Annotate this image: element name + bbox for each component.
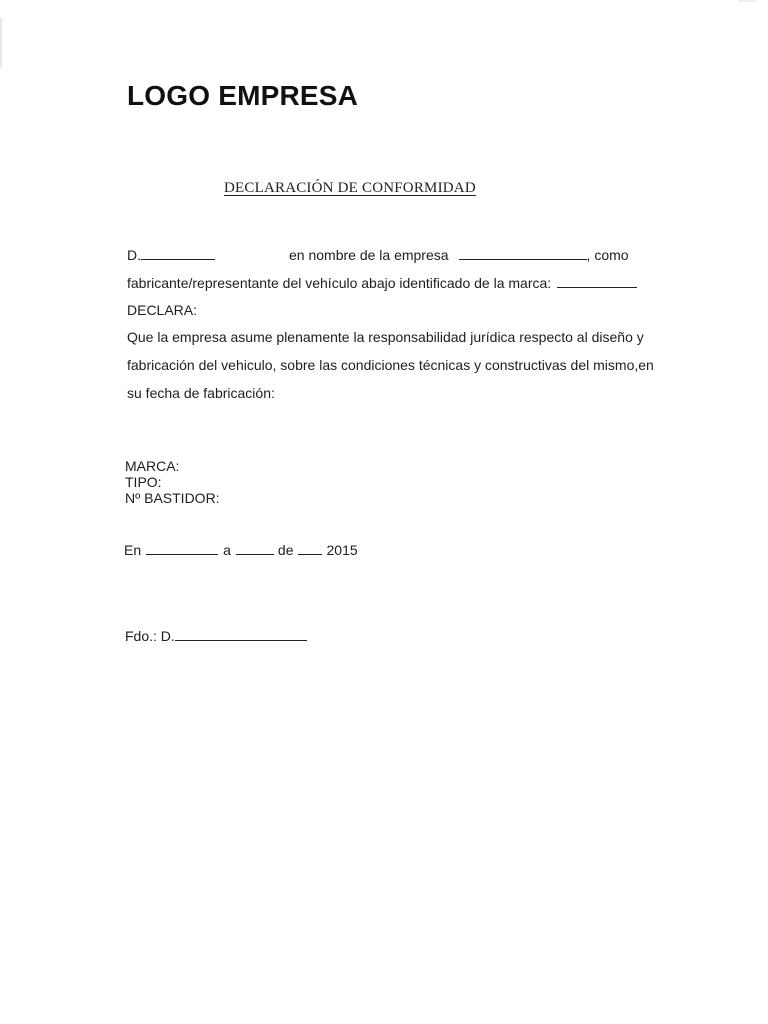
scan-corner-mark (738, 0, 756, 2)
company-text: en nombre de la empresa (289, 247, 449, 263)
responsibility-line-2: fabricación del vehiculo, sobre las condiciones técnicas y constructivas del mismo,en (127, 357, 654, 373)
declarant-line (127, 247, 215, 263)
manufacturer-line (127, 275, 637, 291)
marca-field-label: MARCA: (125, 458, 180, 474)
declara-heading: DECLARA: (127, 302, 198, 318)
manufacturer-text: fabricante/representante del vehículo abajo identificado de la marca: (127, 275, 552, 291)
day-blank (236, 542, 274, 555)
date-line (124, 542, 358, 558)
date-de-text: de (277, 542, 294, 558)
date-a-text: a (223, 542, 231, 558)
signature-name-blank (175, 628, 307, 641)
signature-line (125, 628, 307, 644)
responsibility-line-3: su fecha de fabricación: (127, 385, 275, 401)
company-line (289, 247, 629, 263)
declarant-prefix: D. (127, 247, 141, 263)
place-blank (146, 542, 218, 555)
date-year-text: 2015 (326, 542, 358, 558)
document-title: DECLARACIÓN DE CONFORMIDAD (224, 180, 476, 196)
vehicle-fields (125, 458, 220, 506)
responsibility-line-1: Que la empresa asume plenamente la responsabilidad jurídica respecto al diseño y (127, 329, 644, 345)
tipo-field-label: TIPO: (125, 474, 162, 490)
como-text: , como (586, 247, 629, 263)
bastidor-field-label: Nº BASTIDOR: (125, 490, 220, 506)
company-name-blank (459, 247, 587, 260)
company-logo-placeholder: LOGO EMPRESA (127, 80, 359, 111)
brand-blank (557, 275, 637, 288)
month-blank (298, 542, 322, 555)
declarant-name-blank (141, 247, 215, 260)
signature-label: Fdo.: D. (125, 628, 175, 644)
scan-edge-mark (0, 18, 2, 68)
date-en-text: En (124, 542, 142, 558)
